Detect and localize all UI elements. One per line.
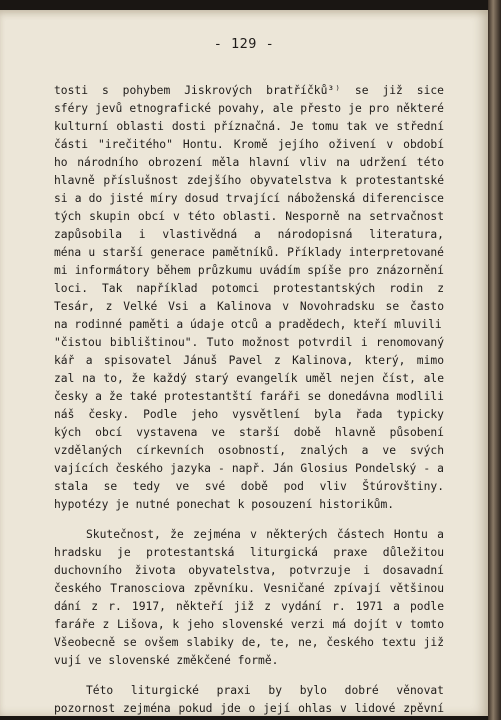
text-line: zapůsobila i vlastivědná a národopisná literatura, <box>54 228 444 241</box>
text-line: tosti s pohybem Jiskrových bratříčků³⁾ se již sice <box>54 84 444 97</box>
text-line: pozornost zejména pokud jde o její ohlas v lidové zpěvní <box>54 702 444 715</box>
text-line: tých skupin obcí v této oblasti. Nesporně na setrvačnost <box>54 210 444 223</box>
text-line: Skutečnost, že zejména v některých částech Hontu a <box>86 528 444 541</box>
text-line: náš česky. Podle jeho vysvětlení byla řada typicky <box>54 408 444 421</box>
text-line: kulturní oblasti dosti příznačná. Je tomu tak ve střední <box>54 120 444 133</box>
text-line: Tesár, z Velké Vsi a Kalinova v Novohradsku se často <box>54 300 444 313</box>
text-line: vajících českého jazyka - např. Ján Glosius Pondelský - a <box>54 462 444 475</box>
text-line: mi informátory během průzkumu uvádím spíše pro znázornění <box>54 264 444 277</box>
text-line: vzdělaných církevních osobností, znalých a ve svých <box>54 444 444 457</box>
text-line: části "irečitého" Hontu. Kromě jejího oživení v období <box>54 138 444 151</box>
text-line: hypotézy je nutné ponechat k posouzení historikům. <box>54 498 395 511</box>
text-line: duchovního života obyvatelstva, potvrzuje i dosavadní <box>54 564 444 577</box>
text-line: stala se tedy ve své době pod vliv Štúrovštiny. <box>54 480 444 493</box>
text-line: hradsku je protestantská liturgická praxe důležitou <box>54 546 444 559</box>
text-line: si a do jisté míry dosud trvající náboženská diferencisce <box>54 192 444 205</box>
text-line: Všeobecně se ovšem slabiky de, te, ne, českého textu již <box>54 636 444 649</box>
text-line: loci. Tak například potomci protestantských rodin z <box>54 282 444 295</box>
book-spine-edge <box>488 0 501 720</box>
book-page <box>0 10 488 716</box>
text-line: kých obcí vystavena ve starší době hlavně působení <box>54 426 444 439</box>
text-line: dání z r. 1917, někteří již z vydání r. 1971 a podle <box>54 600 444 613</box>
text-line: vují ve slovenské změkčené formě. <box>54 654 279 667</box>
text-line: faráře z Lišova, k jeho slovenské verzi má dojít v tomto <box>54 618 444 631</box>
text-line: česky a že také protestantští faráři se donedávna modlili <box>54 390 444 403</box>
text-line: kář a spisovatel Jánuš Pavel z Kalinova, který, mimo <box>54 354 444 367</box>
text-line: ho národního obrození měla hlavní vliv na udržení této <box>54 156 444 169</box>
text-line: hlavně příslušnost zdejšího obyvatelstva k protestantské <box>54 174 444 187</box>
text-line: sféry jevů etnografické povahy, ale přesto je pro některé <box>54 102 444 115</box>
text-line: ména u starší generace pamětníků. Příklady interpretované <box>54 246 444 259</box>
text-line: českého Tranosciova zpěvníku. Vesničané zpívají většinou <box>54 582 444 595</box>
text-line: Této liturgické praxi by bylo dobré věnovat <box>86 684 444 697</box>
page-number: - 129 - <box>213 36 275 52</box>
text-line: "čistou biblištinou". Tuto možnost potvrdil i renomovaný <box>54 336 444 349</box>
text-line: na rodinné paměti a údaje otců a pradědech, kteří mluvili <box>54 318 442 331</box>
text-line: zal na to, že každý starý evangelík uměl nejen číst, ale <box>54 372 444 385</box>
